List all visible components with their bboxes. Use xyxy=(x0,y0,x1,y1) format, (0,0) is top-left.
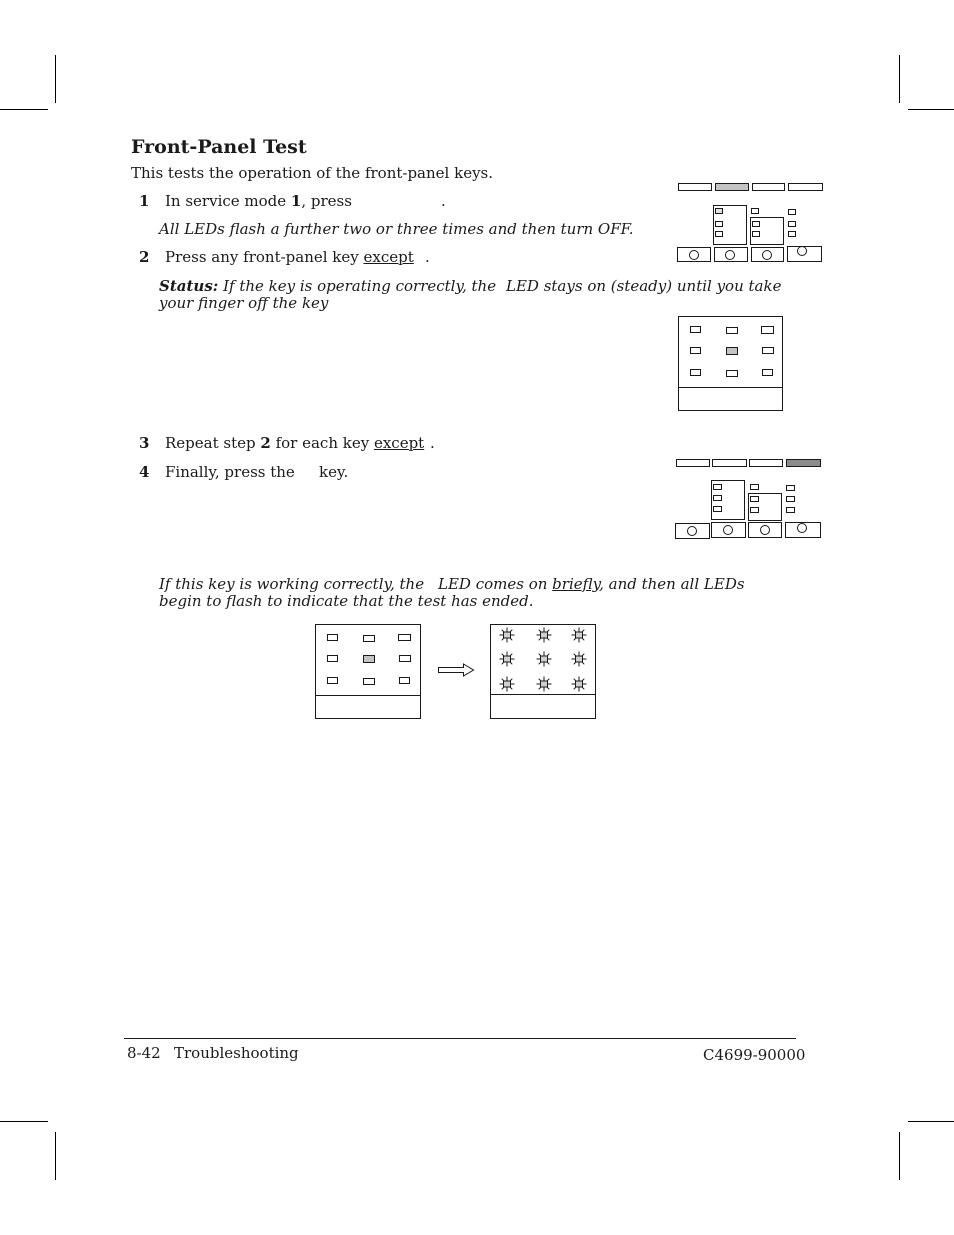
led-grid-before-end xyxy=(313,622,423,722)
step-text: Finally, press the xyxy=(165,463,295,481)
led-grid-all-flashing xyxy=(488,622,598,722)
crop-mark xyxy=(908,1121,954,1122)
panel-illustration-menu-key xyxy=(676,180,826,266)
flashing-led-icon xyxy=(572,628,587,643)
crop-mark xyxy=(0,109,48,110)
step-text: Press any front-panel key xyxy=(165,248,364,266)
crop-mark xyxy=(55,1132,56,1180)
flashing-led-icon xyxy=(572,677,587,692)
step-2-end: . xyxy=(425,248,430,266)
final-note-line-1a: If this key is working correctly, the xyxy=(159,575,425,593)
step-1-note: All LEDs flash a further two or three times and then turn OFF. xyxy=(159,220,634,238)
crop-mark xyxy=(908,109,954,110)
flashing-led-icon xyxy=(500,628,515,643)
step-1-end: . xyxy=(441,192,446,210)
footer-rule xyxy=(124,1038,796,1039)
footer-page-number: 8-42 xyxy=(127,1044,161,1062)
led-grid-center-lit xyxy=(676,314,786,414)
flashing-led-icon xyxy=(537,652,552,667)
step-ref: 2 xyxy=(260,434,271,452)
except-text: except xyxy=(363,248,414,266)
step-text: for each key xyxy=(270,434,374,452)
flashing-led-icon xyxy=(572,652,587,667)
briefly-text: briefly xyxy=(552,575,600,593)
panel-illustration-exit-key xyxy=(674,456,824,542)
status-line-2: your finger off the key xyxy=(159,294,329,312)
flashing-led-icon xyxy=(500,677,515,692)
step-number: 1 xyxy=(139,192,150,210)
step-3-end: . xyxy=(430,434,435,452)
step-text: In service mode xyxy=(165,192,291,210)
section-heading: Front-Panel Test xyxy=(131,136,307,158)
step-text: Repeat step xyxy=(165,434,261,452)
crop-mark xyxy=(0,1121,48,1122)
footer-doc-number: C4699-90000 xyxy=(703,1046,806,1064)
step-text: , press xyxy=(301,192,352,210)
status-label: Status: xyxy=(159,277,219,295)
final-note-text: LED comes on xyxy=(438,575,553,593)
final-note-line-1b xyxy=(438,576,745,593)
except-text: except xyxy=(373,434,425,452)
step-number: 2 xyxy=(139,248,150,266)
step-4-end: key. xyxy=(319,463,349,481)
step-number: 3 xyxy=(139,434,150,452)
flashing-led-icon xyxy=(500,652,515,667)
crop-mark xyxy=(899,55,900,103)
service-mode-number: 1 xyxy=(290,192,302,210)
final-note-text: , and then all LEDs xyxy=(599,575,745,593)
step-1 xyxy=(139,193,352,210)
final-note-line-2: begin to flash to indicate that the test has ended. xyxy=(159,592,534,610)
status-line-1 xyxy=(159,278,496,295)
crop-mark xyxy=(55,55,56,103)
step-number: 4 xyxy=(139,463,150,481)
status-line-1b: LED stays on (steady) until you take xyxy=(506,277,782,295)
flashing-led-icon xyxy=(537,628,552,643)
crop-mark xyxy=(899,1132,900,1180)
footer-section: Troubleshooting xyxy=(174,1044,299,1062)
step-4 xyxy=(139,464,295,481)
intro-text: This tests the operation of the front-panel keys. xyxy=(131,164,494,182)
step-3 xyxy=(139,435,424,452)
step-2 xyxy=(139,249,414,266)
status-text: If the key is operating correctly, the xyxy=(223,277,497,295)
flashing-led-icon xyxy=(537,677,552,692)
arrow-right-icon xyxy=(436,662,476,678)
